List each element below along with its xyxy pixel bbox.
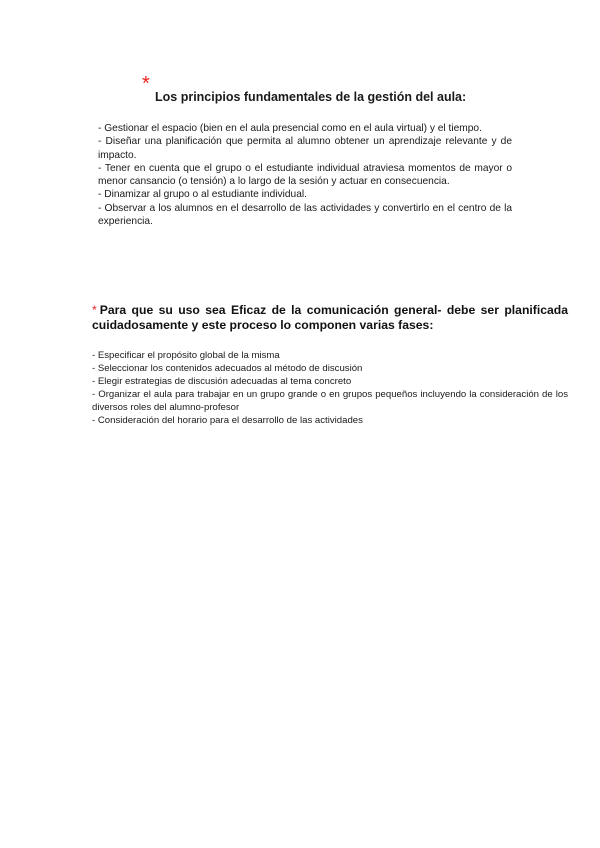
- section1-heading-text: Los principios fundamentales de la gestión del aula:: [155, 90, 467, 104]
- list-item: - Especificar el propósito global de la misma: [92, 350, 280, 361]
- section1-asterisk: *: [142, 73, 150, 95]
- list-item: - Dinamizar al grupo o al estudiante individual.: [98, 189, 307, 201]
- list-item: - Elegir estrategias de discusión adecuadas al tema concreto: [92, 376, 352, 387]
- section2-list: [92, 349, 568, 427]
- section2-heading-text: Para que su uso sea Eficaz de la comunicación general- debe ser planificada cuidadosamente y este proceso lo componen varias fases:: [92, 303, 568, 332]
- list-item: - Consideración del horario para el desarrollo de las actividades: [92, 415, 363, 426]
- list-item: - Tener en cuenta que el grupo o el estudiante individual atraviesa momentos de mayor o menor cansancio (o tensión) a lo largo de la sesión y actuar en consecuencia.: [98, 162, 512, 188]
- section1-list: [98, 122, 512, 228]
- list-item: - Seleccionar los contenidos adecuados al método de discusión: [92, 363, 363, 374]
- list-item: - Observar a los alumnos en el desarrollo de las actividades y convertirlo en el centro de la experiencia.: [98, 202, 512, 228]
- list-item: - Gestionar el espacio (bien en el aula presencial como en el aula virtual) y el tiempo.: [98, 123, 482, 134]
- section1-heading: [142, 73, 544, 104]
- list-item: - Diseñar una planificación que permita al alumno obtener un aprendizaje relevante y de impacto.: [98, 136, 512, 161]
- section2-asterisk: *: [92, 303, 97, 317]
- section2-heading: [92, 303, 568, 333]
- list-item: - Organizar el aula para trabajar en un grupo grande o en grupos pequeños incluyendo la consideración de los diversos roles del alumno-profesor: [92, 389, 568, 413]
